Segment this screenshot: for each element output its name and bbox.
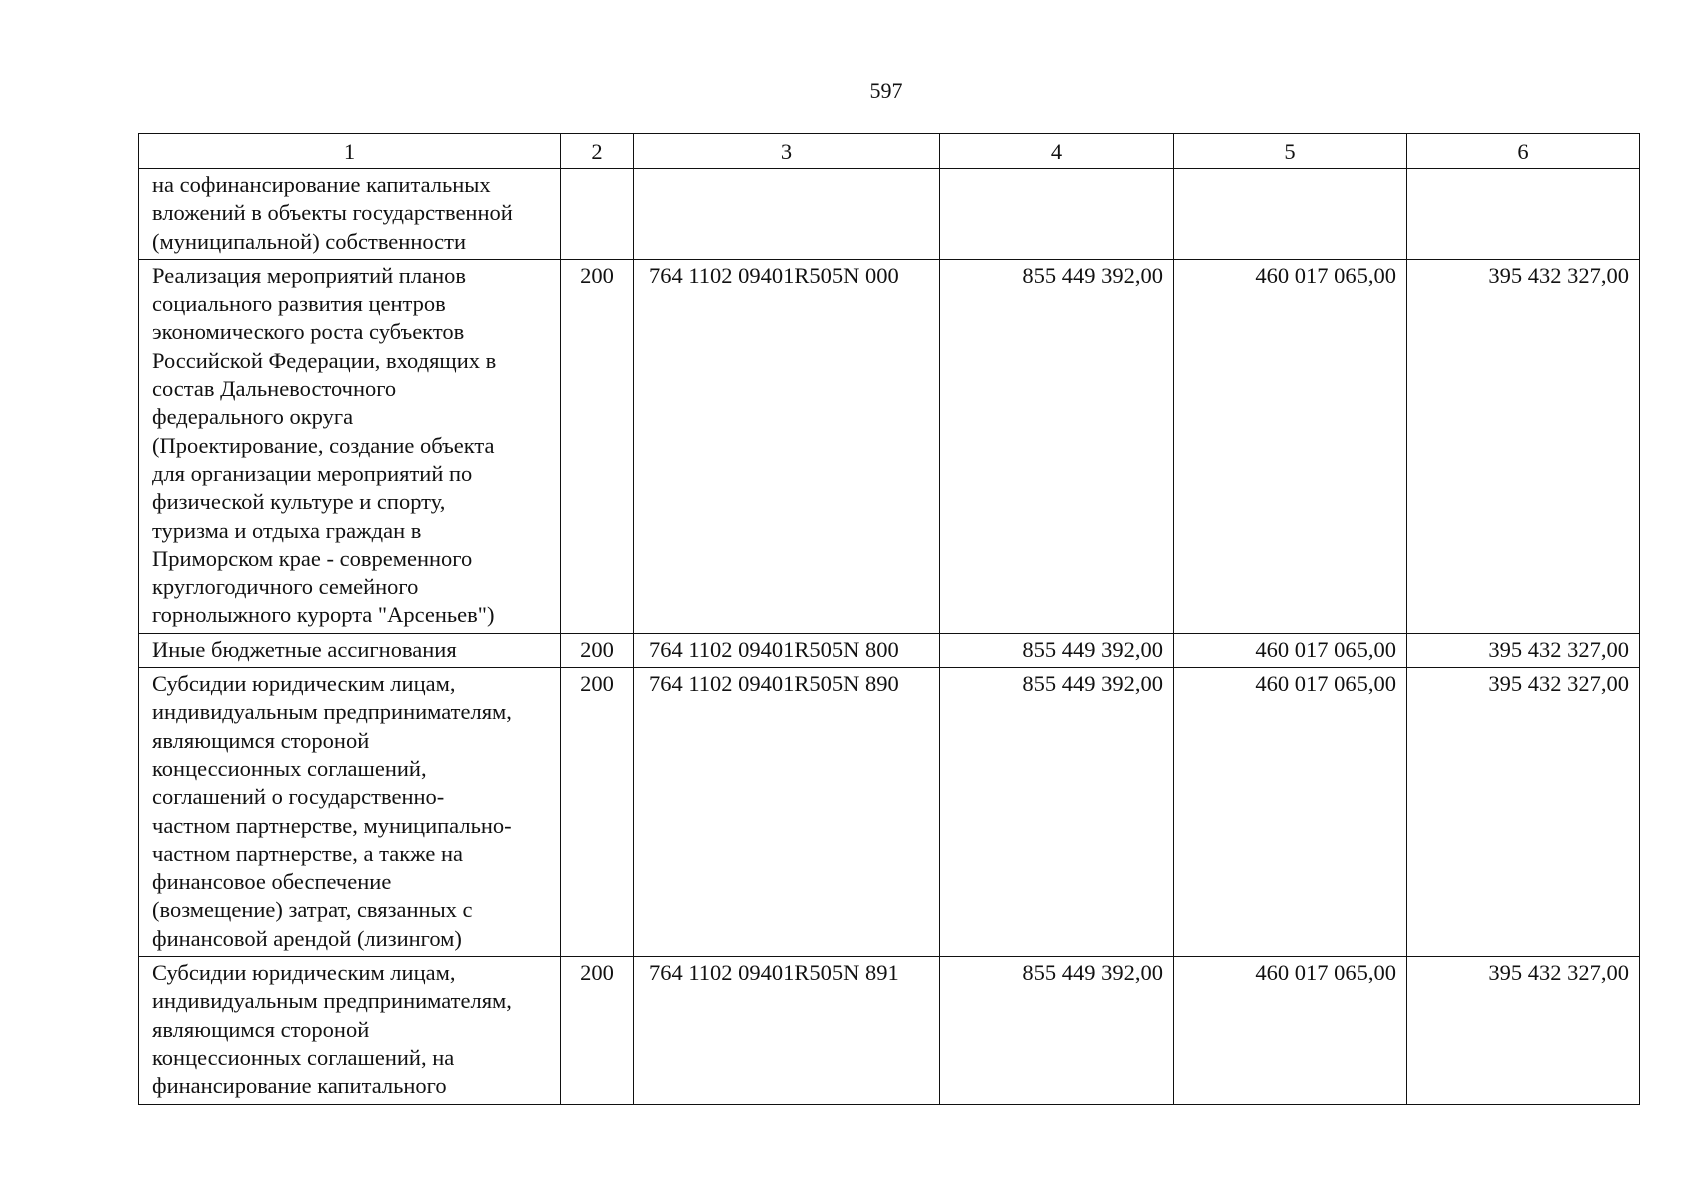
row-col2 — [561, 169, 634, 260]
row-amount-4 — [940, 169, 1174, 260]
row-amount-4: 855 449 392,00 — [940, 668, 1174, 957]
table-row — [139, 633, 1640, 667]
page-number: 597 — [869, 78, 903, 103]
row-amount-6: 395 432 327,00 — [1407, 957, 1640, 1104]
row-amount-4: 855 449 392,00 — [940, 633, 1174, 667]
row-code: 764 1102 09401R505N 891 — [634, 957, 940, 1104]
row-col2: 200 — [561, 957, 634, 1104]
column-header: 5 — [1174, 134, 1407, 169]
row-amount-5: 460 017 065,00 — [1174, 633, 1407, 667]
column-header: 3 — [634, 134, 940, 169]
column-header: 4 — [940, 134, 1174, 169]
row-col2: 200 — [561, 259, 634, 633]
column-header: 1 — [139, 134, 561, 169]
row-col2: 200 — [561, 668, 634, 957]
table-row — [139, 259, 1640, 633]
table-row — [139, 169, 1640, 260]
row-amount-5: 460 017 065,00 — [1174, 259, 1407, 633]
row-amount-5 — [1174, 169, 1407, 260]
budget-table — [138, 133, 1640, 1105]
row-col2: 200 — [561, 633, 634, 667]
row-description: Субсидии юридическим лицам, индивидуальным предпринимателям, являющимся стороной концессионных соглашений, на финансирование капитального — [139, 957, 561, 1104]
row-amount-5: 460 017 065,00 — [1174, 957, 1407, 1104]
row-description: Субсидии юридическим лицам, индивидуальным предпринимателям, являющимся стороной концессионных соглашений, соглашений о государственно- частном партнерстве, муниципально- частном партнерстве, а также на финансовое обеспечение (возмещение) затрат, связанных с финансовой арендой (лизингом) — [139, 668, 561, 957]
table-header-row — [139, 134, 1640, 169]
row-code — [634, 169, 940, 260]
row-amount-5: 460 017 065,00 — [1174, 668, 1407, 957]
table-row — [139, 668, 1640, 957]
row-amount-6 — [1407, 169, 1640, 260]
row-description: Иные бюджетные ассигнования — [139, 633, 561, 667]
row-amount-4: 855 449 392,00 — [940, 957, 1174, 1104]
row-amount-6: 395 432 327,00 — [1407, 633, 1640, 667]
row-code: 764 1102 09401R505N 000 — [634, 259, 940, 633]
table-row — [139, 957, 1640, 1104]
row-code: 764 1102 09401R505N 890 — [634, 668, 940, 957]
row-amount-6: 395 432 327,00 — [1407, 668, 1640, 957]
column-header: 2 — [561, 134, 634, 169]
row-description: Реализация мероприятий планов социального развития центров экономического роста субъектов Российской Федерации, входящих в состав Дальневосточного федерального округа (Проектирование, создание объекта для организации мероприятий по физической культуре и спорту, туризма и отдыха граждан в Приморском крае - современного круглогодичного семейного горнолыжного курорта "Арсеньев") — [139, 259, 561, 633]
row-amount-6: 395 432 327,00 — [1407, 259, 1640, 633]
row-amount-4: 855 449 392,00 — [940, 259, 1174, 633]
column-header: 6 — [1407, 134, 1640, 169]
row-description: на софинансирование капитальных вложений в объекты государственной (муниципальной) собственности — [139, 169, 561, 260]
row-code: 764 1102 09401R505N 800 — [634, 633, 940, 667]
